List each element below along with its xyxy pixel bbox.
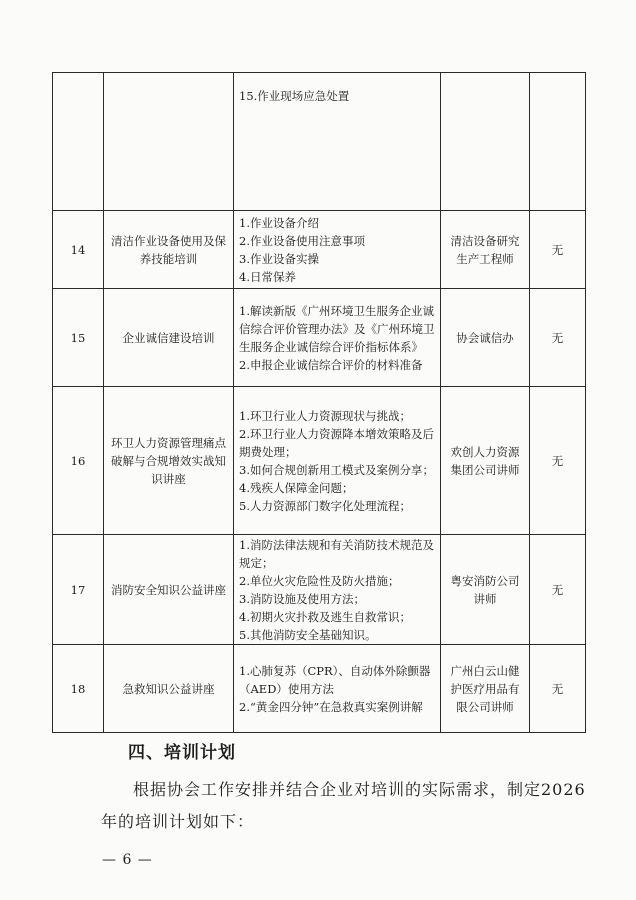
note: 无 — [530, 387, 586, 535]
content-line: 15.作业现场应急处置 — [239, 89, 350, 103]
row-number — [53, 73, 104, 211]
table-row — [53, 387, 586, 535]
content-line: 2.申报企业诚信综合评价的材料准备 — [239, 357, 423, 372]
content-line: 3.作业设备实操 — [239, 251, 319, 266]
table-row — [53, 535, 586, 645]
table-row — [53, 211, 586, 289]
content-line: 2.单位火灾危险性及防火措施； — [239, 573, 400, 588]
page-number: — 6 — — [102, 852, 153, 868]
row-number: 14 — [53, 211, 104, 289]
course-content — [234, 73, 441, 211]
table-row — [53, 645, 586, 733]
teacher: 欢创人力资源集团公司讲师 — [441, 387, 530, 535]
row-number: 16 — [53, 387, 104, 535]
teacher: 广州白云山健护医疗用品有限公司讲师 — [441, 645, 530, 733]
course-content — [234, 211, 441, 289]
note: 无 — [530, 535, 586, 645]
row-number: 15 — [53, 289, 104, 387]
row-number: 18 — [53, 645, 104, 733]
course-content — [234, 387, 441, 535]
course-title: 急救知识公益讲座 — [104, 645, 234, 733]
content-line: 4.初期火灾扑救及逃生自救常识； — [239, 609, 411, 624]
content-line: 5.其他消防安全基础知识。 — [239, 627, 377, 642]
course-content — [234, 645, 441, 733]
course-title: 清洁作业设备使用及保养技能培训 — [104, 211, 234, 289]
content-line: 2.作业设备使用注意事项 — [239, 233, 365, 248]
table-row — [53, 73, 586, 211]
teacher: 粤安消防公司讲师 — [441, 535, 530, 645]
content-line: 2.“黄金四分钟”在急救真实案例讲解 — [239, 699, 423, 714]
row-number: 17 — [53, 535, 104, 645]
table-row — [53, 289, 586, 387]
content-line: 3.消防设施及使用方法； — [239, 591, 365, 606]
teacher: 清洁设备研究生产工程师 — [441, 211, 530, 289]
content-line: 4.残疾人保障金问题； — [239, 480, 354, 495]
course-content — [234, 535, 441, 645]
content-line: 3.如何合规创新用工模式及案例分享； — [239, 462, 434, 477]
content-line: 2.环卫行业人力资源降本增效策略及后期费处理； — [239, 426, 434, 459]
content-line: 1.心肺复苏（CPR）、自动体外除颤器（AED）使用方法 — [239, 663, 431, 696]
course-content — [234, 289, 441, 387]
teacher: 协会诚信办 — [441, 289, 530, 387]
content-line: 1.解读新版《广州环境卫生服务企业诚信综合评价管理办法》及《广州环境卫生服务企业诚信综合评价指标体系》 — [239, 303, 435, 354]
course-title: 消防安全知识公益讲座 — [104, 535, 234, 645]
note: 无 — [530, 645, 586, 733]
note: 无 — [530, 289, 586, 387]
content-line: 4.日常保养 — [239, 269, 296, 284]
note — [530, 73, 586, 211]
course-title: 环卫人力资源管理痛点破解与合规增效实战知识讲座 — [104, 387, 234, 535]
course-title: 企业诚信建设培训 — [104, 289, 234, 387]
content-line: 1.作业设备介绍 — [239, 215, 319, 230]
note: 无 — [530, 211, 586, 289]
course-title — [104, 73, 234, 211]
content-line: 1.环卫行业人力资源现状与挑战； — [239, 408, 411, 423]
body-paragraph: 根据协会工作安排并结合企业对培训的实际需求，制定2026年的培训计划如下： — [101, 780, 586, 831]
content-line: 1.消防法律法规和有关消防技术规范及规定； — [239, 537, 434, 570]
training-course-table — [52, 72, 586, 733]
content-line: 5.人力资源部门数字化处理流程； — [239, 498, 411, 513]
section-heading: 四、培训计划 — [128, 743, 236, 763]
teacher — [441, 73, 530, 211]
